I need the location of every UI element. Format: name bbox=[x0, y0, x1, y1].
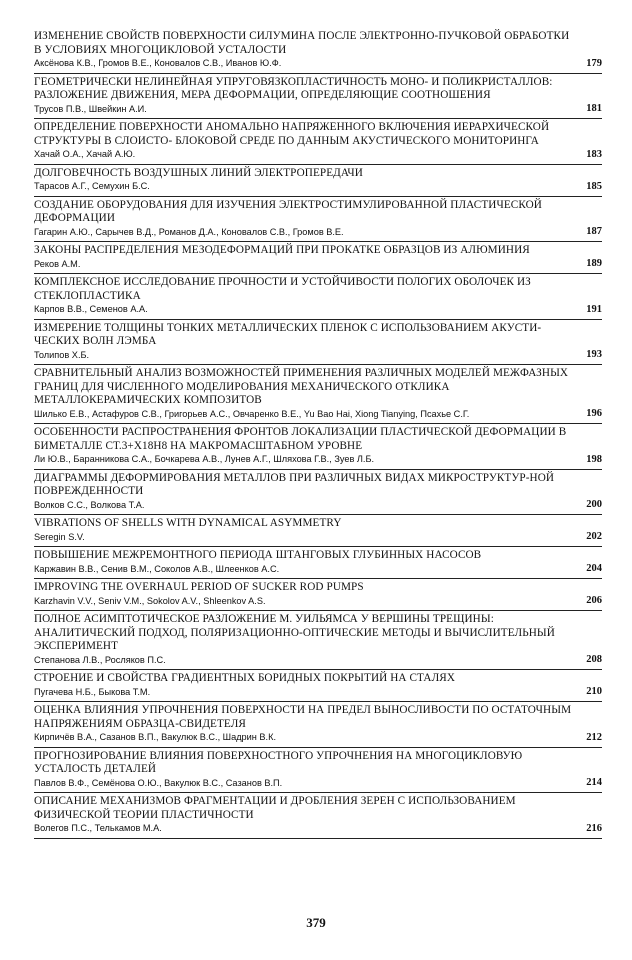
entry-title: ДОЛГОВЕЧНОСТЬ ВОЗДУШНЫХ ЛИНИЙ ЭЛЕКТРОПЕРЕДАЧИ bbox=[34, 166, 363, 179]
entry-authors: Степанова Л.В., Росляков П.С. bbox=[34, 654, 166, 665]
entry-authors: Реков А.М. bbox=[34, 258, 81, 269]
toc-entry bbox=[34, 424, 602, 470]
entry-page-number: 200 bbox=[586, 499, 602, 510]
entry-authors: Гагарин А.Ю., Сарычев В.Д., Романов Д.А., Коновалов С.В., Громов В.Е. bbox=[34, 226, 344, 237]
entry-page-number: 208 bbox=[586, 654, 602, 665]
entry-page-number: 189 bbox=[586, 258, 602, 269]
entry-page-number: 191 bbox=[586, 303, 602, 315]
toc-entry bbox=[34, 274, 602, 320]
entry-title: ОСОБЕННОСТИ РАСПРОСТРАНЕНИЯ ФРОНТОВ ЛОКАЛИЗАЦИИ ПЛАСТИЧЕСКОЙ ДЕФОРМАЦИИ В БИМЕТАЛЛЕ СТ.3+Х18Н8 НА МАКРОМАСШТАБНОМ УРОВНЕ bbox=[34, 426, 567, 452]
entry-page-number: 216 bbox=[586, 822, 602, 834]
entry-authors: Кирпичёв В.А., Сазанов В.П., Вакулюк В.С., Шадрин В.К. bbox=[34, 732, 277, 742]
entry-title: IMPROVING THE OVERHAUL PERIOD OF SUCKER ROD PUMPS bbox=[34, 581, 364, 593]
entry-authors: Павлов В.Ф., Семёнова О.Ю., Вакулюк В.С., Сазанов В.П. bbox=[34, 777, 283, 788]
entry-authors: Seregin S.V. bbox=[34, 531, 85, 542]
entry-title: ИЗМЕРЕНИЕ ТОЛЩИНЫ ТОНКИХ МЕТАЛЛИЧЕСКИХ ПЛЕНОК С ИСПОЛЬЗОВАНИЕМ АКУСТИ-ЧЕСКИХ ВОЛН ЛЭМБА bbox=[34, 321, 542, 347]
entry-page-number: 212 bbox=[586, 731, 602, 743]
entry-authors: Трусов П.В., Швейкин А.И. bbox=[34, 103, 147, 114]
entry-title: ЗАКОНЫ РАСПРЕДЕЛЕНИЯ МЕЗОДЕФОРМАЦИЙ ПРИ ПРОКАТКЕ ОБРАЗЦОВ ИЗ АЛЮМИНИЯ bbox=[34, 244, 530, 256]
toc-entry bbox=[34, 793, 602, 839]
entry-title: ОПИСАНИЕ МЕХАНИЗМОВ ФРАГМЕНТАЦИИ И ДРОБЛЕНИЯ ЗЕРЕН С ИСПОЛЬЗОВАНИЕМ ФИЗИЧЕСКОЙ ТЕОРИИ ПЛАСТИЧНОСТИ bbox=[34, 795, 516, 821]
entry-title: ИЗМЕНЕНИЕ СВОЙСТВ ПОВЕРХНОСТИ СИЛУМИНА ПОСЛЕ ЭЛЕКТРОННО-ПУЧКОВОЙ ОБРАБОТКИ В УСЛОВИЯХ МНОГОЦИКЛОВОЙ УСТАЛОСТИ bbox=[34, 30, 570, 56]
entry-title: СТРОЕНИЕ И СВОЙСТВА ГРАДИЕНТНЫХ БОРИДНЫХ ПОКРЫТИЙ НА СТАЛЯХ bbox=[34, 672, 456, 684]
entry-page-number: 179 bbox=[586, 57, 602, 69]
toc-entry bbox=[34, 74, 602, 120]
entry-page-number: 181 bbox=[586, 103, 602, 114]
toc-entry bbox=[34, 365, 602, 424]
entry-authors: Шилько Е.В., Астафуров С.В., Григорьев А.С., Овчаренко В.Е., Yu Bao Hai, Xiong Tianying, Псахье С.Г. bbox=[34, 408, 470, 419]
toc-entry bbox=[34, 547, 602, 579]
toc-entry bbox=[34, 320, 602, 366]
toc-entry bbox=[34, 242, 602, 274]
toc-entry bbox=[34, 165, 602, 197]
entry-title: ПОВЫШЕНИЕ МЕЖРЕМОНТНОГО ПЕРИОДА ШТАНГОВЫХ ГЛУБИННЫХ НАСОСОВ bbox=[34, 549, 482, 561]
toc-entry bbox=[34, 515, 602, 547]
table-of-contents bbox=[34, 30, 602, 839]
entry-page-number: 206 bbox=[586, 595, 602, 606]
toc-entry bbox=[34, 748, 602, 794]
entry-page-number: 202 bbox=[586, 531, 602, 542]
entry-title: СРАВНИТЕЛЬНЫЙ АНАЛИЗ ВОЗМОЖНОСТЕЙ ПРИМЕНЕНИЯ РАЗЛИЧНЫХ МОДЕЛЕЙ МЕЖФАЗНЫХ ГРАНИЦ ДЛЯ ЧИСЛЕННОГО МОДЕЛИРОВАНИЯ МЕХАНИЧЕСКОГО ОТКЛИКА МЕТАЛЛОКЕРАМИЧЕСКИХ КОМПОЗИТОВ bbox=[34, 367, 569, 406]
entry-authors: Ли Ю.В., Баранникова С.А., Бочкарева А.В., Лунев А.Г., Шляхова Г.В., Зуев Л.Б. bbox=[34, 454, 375, 464]
entry-page-number: 193 bbox=[586, 349, 602, 360]
entry-authors: Аксёнова К.В., Громов В.Е., Коновалов С.В., Иванов Ю.Ф. bbox=[34, 58, 282, 68]
entry-page-number: 196 bbox=[586, 408, 602, 419]
toc-entry bbox=[34, 670, 602, 702]
toc-entry bbox=[34, 611, 602, 670]
entry-page-number: 187 bbox=[586, 226, 602, 237]
toc-entry bbox=[34, 470, 602, 516]
entry-title: ГЕОМЕТРИЧЕСКИ НЕЛИНЕЙНАЯ УПРУГОВЯЗКОПЛАСТИЧНОСТЬ МОНО- И ПОЛИКРИСТАЛЛОВ: РАЗЛОЖЕНИЕ ДВИЖЕНИЯ, МЕРА ДЕФОРМАЦИИ, ОПРЕДЕЛЯЮЩИЕ СООТНОШЕНИЯ bbox=[34, 75, 553, 101]
entry-authors: Karzhavin V.V., Seniv V.M., Sokolov A.V., Shleenkov A.S. bbox=[34, 595, 266, 606]
entry-title: ПРОГНОЗИРОВАНИЕ ВЛИЯНИЯ ПОВЕРХНОСТНОГО УПРОЧНЕНИЯ НА МНОГОЦИКЛОВУЮ УСТАЛОСТЬ ДЕТАЛЕЙ bbox=[34, 749, 523, 775]
entry-page-number: 214 bbox=[586, 777, 602, 788]
entry-page-number: 183 bbox=[586, 148, 602, 160]
toc-entry bbox=[34, 197, 602, 243]
entry-authors: Волков С.С., Волкова Т.А. bbox=[34, 499, 145, 510]
entry-page-number: 198 bbox=[586, 453, 602, 465]
entry-authors: Волегов П.С., Телькамов М.А. bbox=[34, 823, 162, 833]
toc-entry bbox=[34, 702, 602, 748]
toc-entry bbox=[34, 579, 602, 611]
entry-authors: Карпов В.В., Семенов А.А. bbox=[34, 304, 148, 314]
entry-title: ДИАГРАММЫ ДЕФОРМИРОВАНИЯ МЕТАЛЛОВ ПРИ РАЗЛИЧНЫХ ВИДАХ МИКРОСТРУКТУР-НОЙ ПОВРЕЖДЕННОСТИ bbox=[34, 471, 555, 497]
entry-authors: Пугачева Н.Б., Быкова Т.М. bbox=[34, 686, 151, 697]
entry-title: ОПРЕДЕЛЕНИЕ ПОВЕРХНОСТИ АНОМАЛЬНО НАПРЯЖЕННОГО ВКЛЮЧЕНИЯ ИЕРАРХИЧЕСКОЙ СТРУКТУРЫ В СЛОИСТО- БЛОКОВОЙ СРЕДЕ ПО ДАННЫМ АКУСТИЧЕСКОГО МОНИТОРИНГА bbox=[34, 121, 550, 147]
entry-title: VIBRATIONS OF SHELLS WITH DYNAMICAL ASYMMETRY bbox=[34, 517, 342, 529]
entry-title: КОМПЛЕКСНОЕ ИССЛЕДОВАНИЕ ПРОЧНОСТИ И УСТОЙЧИВОСТИ ПОЛОГИХ ОБОЛОЧЕК ИЗ СТЕКЛОПЛАСТИКА bbox=[34, 276, 531, 302]
toc-entry bbox=[34, 119, 602, 165]
entry-page-number: 185 bbox=[586, 180, 602, 192]
entry-title: ОЦЕНКА ВЛИЯНИЯ УПРОЧНЕНИЯ ПОВЕРХНОСТИ НА ПРЕДЕЛ ВЫНОСЛИВОСТИ ПО ОСТАТОЧНЫМ НАПРЯЖЕНИЯМ ОБРАЗЦА-СВИДЕТЕЛЯ bbox=[34, 704, 572, 730]
entry-title: ПОЛНОЕ АСИМПТОТИЧЕСКОЕ РАЗЛОЖЕНИЕ М. УИЛЬЯМСА У ВЕРШИНЫ ТРЕЩИНЫ: АНАЛИТИЧЕСКИЙ ПОДХОД, ПОЛЯРИЗАЦИОННО-ОПТИЧЕСКИЕ МЕТОДЫ И ВЫЧИСЛИТЕЛЬНЫЙ ЭКСПЕРИМЕНТ bbox=[34, 613, 555, 652]
entry-authors: Хачай О.А., Хачай А.Ю. bbox=[34, 149, 136, 159]
entry-page-number: 204 bbox=[586, 563, 602, 574]
entry-authors: Толипов Х.Б. bbox=[34, 349, 90, 360]
toc-entry bbox=[34, 30, 602, 74]
entry-authors: Каржавин В.В., Сенив В.М., Соколов А.В., Шлеенков А.С. bbox=[34, 563, 280, 574]
page-number: 379 bbox=[306, 915, 326, 930]
entry-authors: Тарасов А.Г., Семухин Б.С. bbox=[34, 181, 150, 191]
entry-title: СОЗДАНИЕ ОБОРУДОВАНИЯ ДЛЯ ИЗУЧЕНИЯ ЭЛЕКТРОСТИМУЛИРОВАННОЙ ПЛАСТИЧЕСКОЙ ДЕФОРМАЦИИ bbox=[34, 198, 542, 224]
entry-page-number: 210 bbox=[586, 686, 602, 697]
